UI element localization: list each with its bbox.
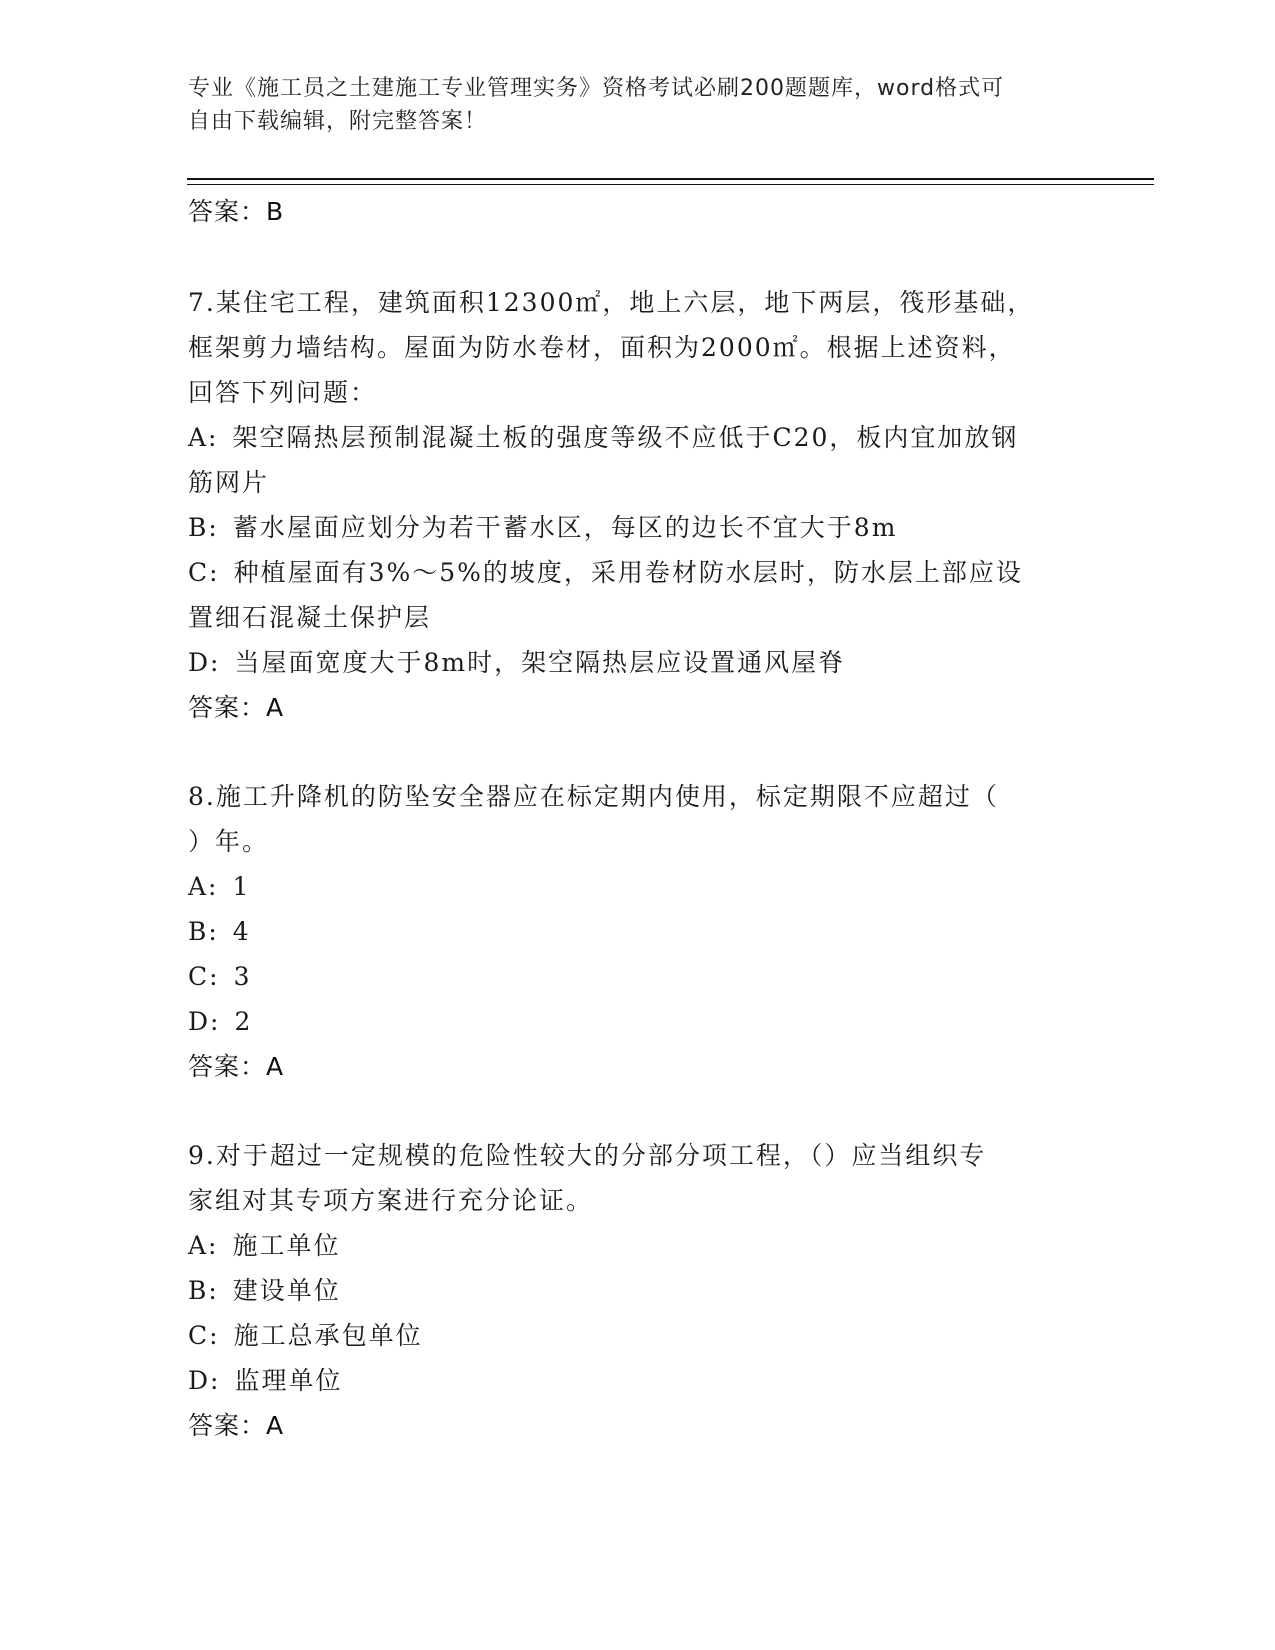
- option-text: 架空隔热层预制混凝土板的强度等级不应低于C20，板内宜加放钢: [232, 423, 1019, 452]
- question-8: [188, 774, 1088, 1089]
- option-b: [188, 505, 1088, 550]
- option-text: 1: [232, 872, 251, 901]
- document-body: [188, 188, 1088, 1448]
- option-text: 种植屋面有3%～5%的坡度，采用卷材防水层时，防水层上部应设: [233, 558, 1023, 587]
- question-7: [188, 280, 1088, 730]
- question-text-line: 8.施工升降机的防坠安全器应在标定期内使用，标定期限不应超过（: [188, 782, 999, 811]
- option-key: B:: [188, 513, 219, 542]
- option-key: A:: [188, 872, 219, 901]
- option-key: D:: [188, 1007, 221, 1036]
- header-line-1: 专业《施工员之土建施工专业管理实务》资格考试必刷200题题库，word格式可: [188, 76, 1005, 101]
- header-line-2: 自由下载编辑，附完整答案！: [188, 109, 488, 134]
- answer-line: 答案：B: [188, 197, 285, 226]
- option-text: 施工单位: [232, 1231, 341, 1260]
- option-key: C:: [188, 1321, 220, 1350]
- question-9: [188, 1133, 1088, 1448]
- option-key: A:: [188, 1231, 219, 1260]
- option-c: [188, 954, 1088, 999]
- option-c: [188, 550, 1088, 595]
- option-a-continued: 筋网片: [188, 468, 270, 497]
- option-d: [188, 640, 1088, 685]
- question-text-line: ）年。: [188, 827, 270, 856]
- option-text: 3: [233, 962, 252, 991]
- answer-line: 答案：A: [188, 1411, 285, 1440]
- answer-line: 答案：A: [188, 693, 285, 722]
- option-d: [188, 999, 1088, 1044]
- document-header: [188, 72, 1088, 138]
- question-text-line: 框架剪力墙结构。屋面为防水卷材，面积为2000㎡。根据上述资料，: [188, 333, 1016, 362]
- option-text: 施工总承包单位: [233, 1321, 423, 1350]
- option-text: 监理单位: [234, 1366, 343, 1395]
- option-text: 当屋面宽度大于8m时，架空隔热层应设置通风屋脊: [234, 648, 846, 677]
- question-text-line: 7.某住宅工程，建筑面积12300㎡，地上六层，地下两层，筏形基础，: [188, 288, 1035, 317]
- option-key: D:: [188, 1366, 221, 1395]
- option-key: B:: [188, 1276, 219, 1305]
- option-c-continued: 置细石混凝土保护层: [188, 603, 432, 632]
- option-b: [188, 1268, 1088, 1313]
- question-text-line: 回答下列问题：: [188, 378, 378, 407]
- option-text: 建设单位: [232, 1276, 341, 1305]
- option-a: [188, 1223, 1088, 1268]
- option-text: 蓄水屋面应划分为若干蓄水区，每区的边长不宜大于8m: [232, 513, 898, 542]
- option-c: [188, 1313, 1088, 1358]
- header-rule-thick: [187, 178, 1154, 180]
- answer-line: 答案：A: [188, 1052, 285, 1081]
- option-key: A:: [188, 423, 219, 452]
- option-key: D:: [188, 648, 221, 677]
- option-key: C:: [188, 558, 220, 587]
- option-d: [188, 1358, 1088, 1403]
- question-text-line: 家组对其专项方案进行充分论证。: [188, 1186, 594, 1215]
- option-key: B:: [188, 917, 219, 946]
- option-b: [188, 909, 1088, 954]
- option-text: 4: [232, 917, 251, 946]
- option-text: 2: [234, 1007, 253, 1036]
- question-text-line: 9.对于超过一定规模的危险性较大的分部分项工程，（）应当组织专: [188, 1141, 987, 1170]
- option-key: C:: [188, 962, 220, 991]
- option-a: [188, 415, 1088, 460]
- header-rule-thin: [187, 184, 1154, 185]
- option-a: [188, 864, 1088, 909]
